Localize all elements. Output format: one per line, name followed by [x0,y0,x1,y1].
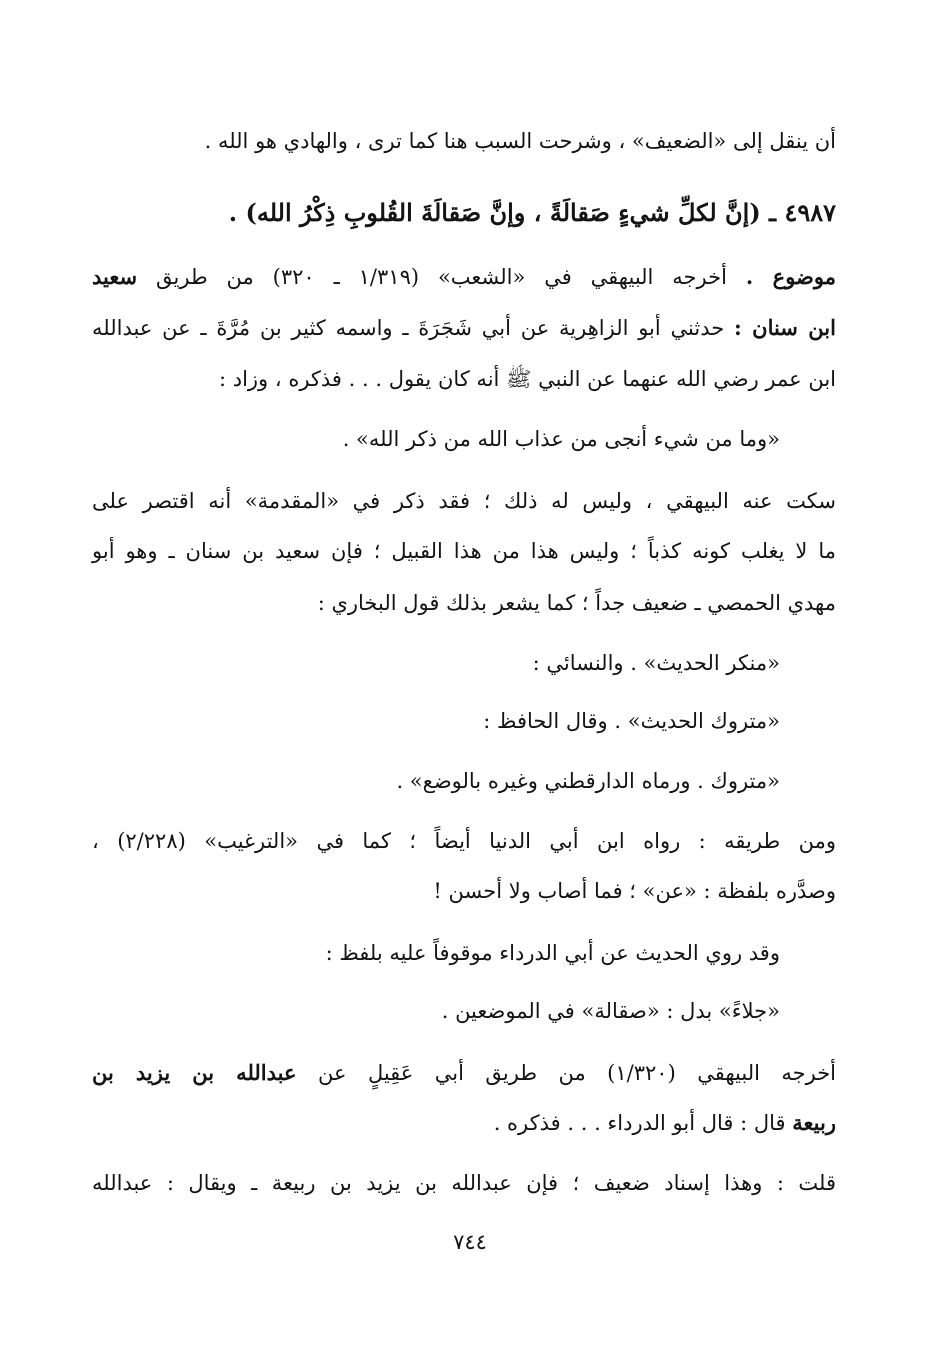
line-text: حدثني أبو الزاهِرية عن أبي شَجَرَةَ ـ واسمه كثير بن مُرَّةَ ـ عن عبدالله [92,316,725,340]
text-line-14 [433,876,836,906]
text-line-15 [326,938,780,968]
quote-text: «وما من شيء أنجى من عذاب الله من ذكر الله» . [342,427,780,451]
text-line-3 [92,262,836,292]
line-text: قال : قال أبو الدرداء . . . فذكره . [493,1111,786,1135]
text-line-18 [494,1108,836,1138]
text-line-5 [219,364,836,394]
page-number: ٧٤٤ [453,1230,487,1254]
hadith-heading [229,198,836,228]
text-line-8 [92,536,836,566]
line-text: ما لا يغلب كونه كذباً ؛ وليس هذا من هذا القبيل ؛ فإن سعيد بن سنان ـ وهو أبو [92,539,836,563]
quote-text: «منكر الحديث» . والنسائي : [532,651,780,675]
line-text: ابن عمر رضي الله عنهما عن النبي ﷺ أنه كان يقول . . . فذكره ، وزاد : [218,367,836,391]
text-line-16 [442,996,780,1026]
text-line-9 [318,588,836,618]
text-line-6 [343,424,780,454]
line-text: أخرجه البيهقي في «الشعب» (١/٣١٩ ـ ٣٢٠) من طريق [156,265,727,289]
quote-text: «متروك الحديث» . وقال الحافظ : [483,709,780,733]
line-text: ومن طريقه : رواه ابن أبي الدنيا أيضاً ؛ كما في «الترغيب» (٢/٢٢٨) ، [92,829,836,853]
quote-text: «جلاءً» بدل : «صقالة» في الموضعين . [441,999,780,1023]
text-line-10 [533,648,780,678]
line-text: قلت : وهذا إسناد ضعيف ؛ فإن عبدالله بن يزيد بن ربيعة ـ ويقال : عبدالله [92,1171,836,1195]
line-text: مهدي الحمصي ـ ضعيف جداً ؛ كما يشعر بذلك قول البخاري : [317,591,836,615]
line-text: وصدَّره بلفظة : «عن» ؛ فما أصاب ولا أحسن ! [433,879,836,903]
text-line-19 [92,1168,836,1198]
text-line-13 [92,826,836,856]
text-line-4 [92,313,836,343]
line-text: أخرجه البيهقي (١/٣٢٠) من طريق أبي عَقِيلٍ عن [317,1061,837,1085]
hadith-title: ٤٩٨٧ ـ (إنَّ لكلِّ شيءٍ صَقالَةً ، وإنَّ صَقالَةَ القُلوبِ ذِكْرُ الله) . [228,198,836,227]
text-line-7 [92,486,836,516]
text-line-17 [92,1058,836,1088]
text-line-11 [483,706,780,736]
narrator-name: عبدالله بن يزيد بن [92,1060,297,1085]
text-line-12 [396,766,780,796]
line-text: سكت عنه البيهقي ، وليس له ذلك ؛ فقد ذكر في «المقدمة» أنه اقتصر على [92,489,836,513]
quote-text: «متروك . ورماه الدارقطني وغيره بالوضع» . [396,769,780,793]
line-text: وقد روي الحديث عن أبي الدرداء موقوفاً عليه بلفظ : [325,941,780,965]
line-text: أن ينقل إلى «الضعيف» ، وشرحت السبب هنا كما ترى ، والهادي هو الله . [204,129,836,153]
narrator-name: ابن سنان : [733,315,836,340]
narrator-name: ربيعة [792,1110,836,1135]
text-line-1 [205,126,836,156]
narrator-name: سعيد [92,264,138,289]
grading-label: موضوع . [745,264,836,289]
